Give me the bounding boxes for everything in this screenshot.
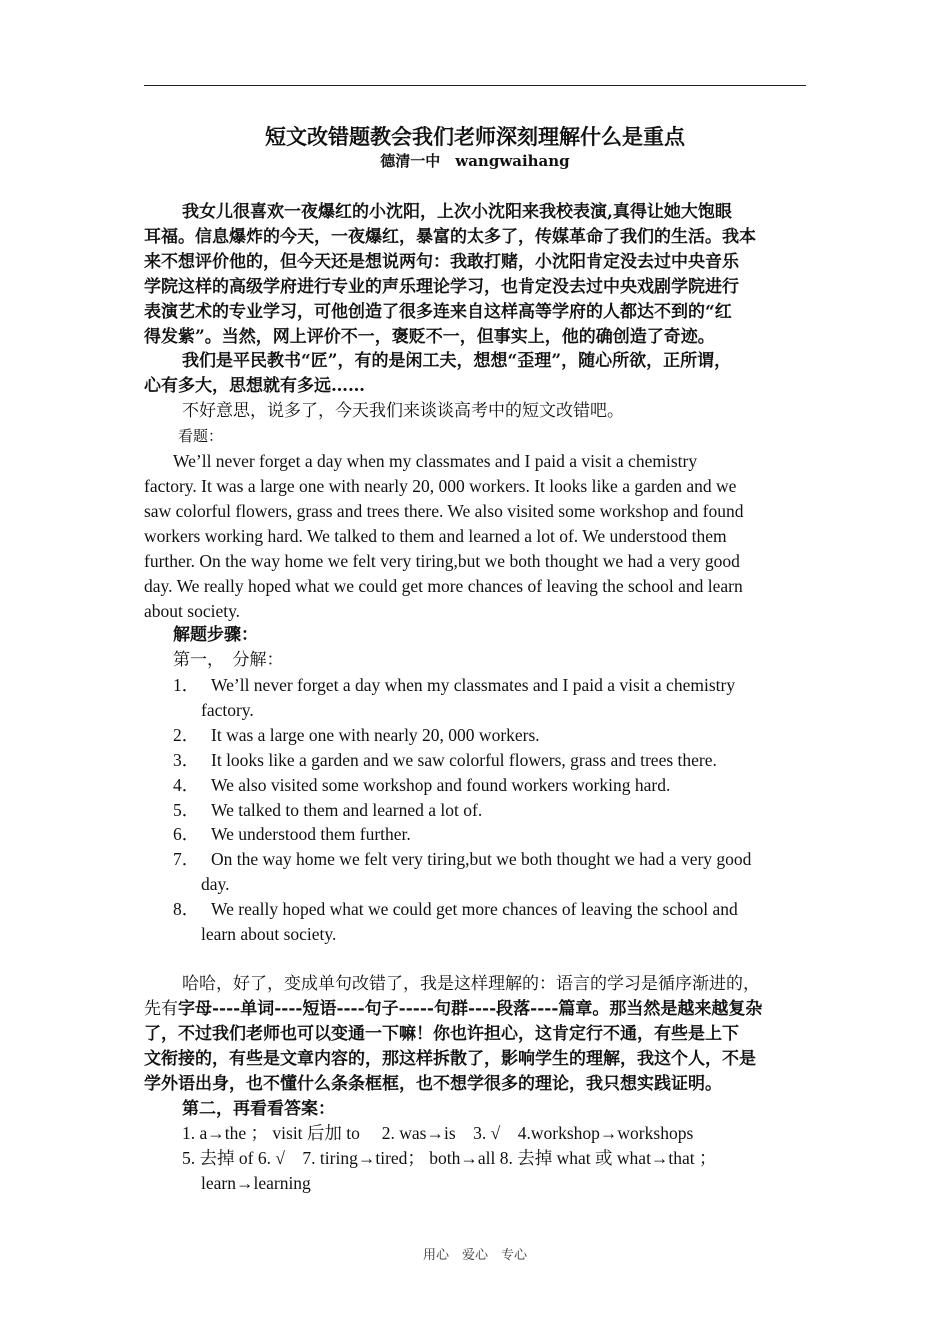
passage-line: saw colorful flowers, grass and trees there. We also visited some workshop and found — [144, 501, 744, 521]
para2-plain-text: 先有 — [144, 999, 178, 1019]
passage-line: We’ll never forget a day when my classmates and I paid a visit a chemistry — [173, 451, 698, 471]
byline: 德清一中 wangwaihang — [380, 152, 570, 170]
list-item: We understood them further. — [211, 824, 411, 844]
transition-text: 不好意思，说多了，今天我们来谈谈高考中的短文改错吧。 — [182, 401, 624, 421]
header-rule — [144, 85, 806, 86]
passage-line: further. On the way home we felt very tiring,but we both thought we had a very good — [144, 551, 740, 571]
page-footer: 用心 爱心 专心 — [422, 1248, 527, 1263]
list-item: We also visited some workshop and found workers working hard. — [211, 775, 671, 795]
answer-line: 1. a→the ； visit 后加 to 2. was→is 3. √ 4.workshop→workshops — [182, 1123, 694, 1143]
list-number: 6． — [173, 824, 200, 844]
answer-line: learn→learning — [201, 1173, 311, 1193]
para2-bold-text: 字母----单词----短语----句子-----句群----段落----篇章。那当然是越来越复杂 — [178, 999, 763, 1019]
passage-line: workers working hard. We talked to them and learned a lot of. We understood them — [144, 526, 727, 546]
para2-line: 学外语出身，也不懂什么条条框框，也不想学很多的理论，我只想实践证明。 — [144, 1074, 722, 1094]
look-label: 看题： — [178, 427, 224, 445]
list-item: We talked to them and learned a lot of. — [211, 800, 483, 820]
intro-line: 学院这样的高级学府进行专业的声乐理论学习，也肯定没去过中央戏剧学院进行 — [144, 277, 739, 297]
list-item: We’ll never forget a day when my classmates and I paid a visit a chemistry — [211, 675, 736, 695]
list-item: We really hoped what we could get more chances of leaving the school and — [211, 899, 738, 919]
step2-label: 第二，再看看答案： — [182, 1099, 335, 1119]
intro-line: 我们是平民教书“匠”，有的是闲工夫，想想“歪理”，随心所欲，正所谓， — [182, 351, 732, 371]
list-number: 5． — [173, 800, 200, 820]
intro-line: 心有多大，思想就有多远…… — [144, 376, 365, 396]
intro-line: 耳福。信息爆炸的今天，一夜爆红，暴富的太多了，传媒革命了我们的生活。我本 — [144, 227, 756, 247]
list-item: On the way home we felt very tiring,but we both thought we had a very good — [211, 849, 752, 869]
list-item: It looks like a garden and we saw colorful flowers, grass and trees there. — [211, 750, 717, 770]
list-item: It was a large one with nearly 20, 000 workers. — [211, 725, 540, 745]
para2-line — [144, 997, 762, 1021]
list-number: 2． — [173, 725, 200, 745]
intro-line: 来不想评价他的，但今天还是想说两句：我敢打赌，小沈阳肯定没去过中央音乐 — [144, 252, 739, 272]
para2-line: 哈哈，好了，变成单句改错了，我是这样理解的：语言的学习是循序渐进的， — [182, 974, 760, 994]
list-item: day. — [201, 874, 230, 894]
step1-label: 第一， 分解： — [173, 650, 284, 670]
para2-line: 了，不过我们老师也可以变通一下嘛！你也许担心，这肯定行不通，有些是上下 — [144, 1024, 739, 1044]
list-item: factory. — [201, 700, 254, 720]
list-number: 1． — [173, 675, 200, 695]
list-number: 7． — [173, 849, 200, 869]
list-item: learn about society. — [201, 924, 337, 944]
passage-line: day. We really hoped what we could get more chances of leaving the school and learn — [144, 576, 743, 596]
answer-line: 5. 去掉 of 6. √ 7. tiring→tired； both→all 8. 去掉 what 或 what→that ； — [182, 1148, 717, 1168]
list-number: 4． — [173, 775, 200, 795]
steps-heading: 解题步骤： — [173, 625, 258, 645]
passage-line: about society. — [144, 601, 241, 621]
list-number: 8． — [173, 899, 200, 919]
passage-line: factory. It was a large one with nearly 20, 000 workers. It looks like a garden and we — [144, 476, 737, 496]
page-title: 短文改错题教会我们老师深刻理解什么是重点 — [265, 124, 685, 149]
para2-line: 文衔接的，有些是文章内容的，那这样拆散了，影响学生的理解，我这个人，不是 — [144, 1049, 756, 1069]
intro-line: 我女儿很喜欢一夜爆红的小沈阳，上次小沈阳来我校表演,真得让她大饱眼 — [182, 202, 732, 222]
intro-line: 表演艺术的专业学习，可他创造了很多连来自这样高等学府的人都达不到的“红 — [144, 302, 732, 322]
intro-line: 得发紫”。当然，网上评价不一，褒贬不一，但事实上，他的确创造了奇迹。 — [144, 327, 715, 347]
list-number: 3． — [173, 750, 200, 770]
